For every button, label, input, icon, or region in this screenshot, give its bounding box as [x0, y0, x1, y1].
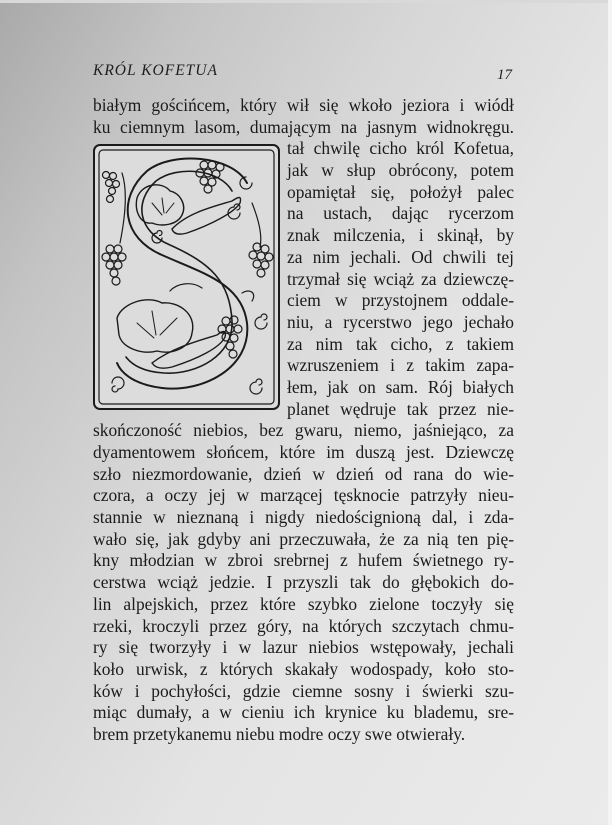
text-line: planet wędruje tak przez nie- — [287, 398, 514, 419]
text-line: rzeki, kroczyli przez góry, na których szczytach chmu- — [93, 615, 514, 636]
running-title: KRÓL KOFETUA — [93, 62, 218, 79]
page-right-edge — [608, 0, 612, 825]
text-line: opamiętał się, położył palec — [287, 181, 514, 202]
page-top-edge — [0, 0, 612, 3]
text-line: miąc dumały, a w cieniu ich krynice ku blademu, sre- — [93, 702, 514, 723]
text-line: ry się tworzyły i w lazur niebios wstępowały, jechali — [93, 637, 514, 658]
text-line: cerstwa wciąż jedzie. I przyszli tak do głębokich do- — [93, 572, 514, 593]
text-line: ków i pochyłości, gdzie ciemne sosny i świerki szu- — [93, 680, 514, 701]
text-line: niu, a rycerstwo jego jechało — [287, 311, 514, 332]
text-line: skończoność niebios, bez gwaru, niemo, jaśniejąco, za — [93, 420, 514, 441]
text-line: brem przetykanemu niebu modre oczy swe otwierały. — [93, 723, 466, 744]
text-line: tał chwilę cicho król Kofetua, — [287, 138, 514, 159]
text-line: ku ciemnym lasom, dumającym na jasnym widnokręgu. — [93, 116, 514, 137]
text-line: za nim tak cicho, z takiem — [287, 333, 514, 354]
text-line: za nim jechali. Od chwili tej — [287, 246, 514, 267]
text-line: znak milczenia, i skinął, by — [287, 225, 514, 246]
text-line: dyamentowem słońcem, które im duszą jest. Dziewczę — [93, 442, 514, 462]
text-line: na ustach, dając rycerzom — [287, 203, 514, 224]
text-line: stannie w nieznaną i nigdy niedoścignioną dal, i zda- — [93, 507, 514, 528]
text-line: łem, jak on sam. Rój białych — [287, 376, 514, 397]
text-line: kny młodzian w zbroi srebrnej z hufem świetnego ry- — [93, 550, 514, 571]
text-line: koło urwisk, z których skakały wodospady, koło sto- — [93, 658, 514, 679]
text-line: jak w słup obrócony, potem — [287, 160, 514, 181]
text-line: białym gościńcem, który wił się wkoło jeziora i wiódł — [93, 95, 514, 115]
body-text — [93, 95, 514, 746]
text-line: szło niezmordowanie, dzień w dzień od rana do wie- — [93, 463, 514, 484]
text-line: ciem w przystojnem oddale- — [287, 290, 514, 311]
text-line: wało się, jak gdyby ani przeczuwała, że za nią ten pię- — [93, 528, 514, 549]
text-line: czora, a oczy jej w marzącej tęsknocie patrzyły nieu- — [93, 485, 514, 506]
text-line: wzruszeniem i z takim zapa- — [287, 355, 514, 376]
text-line: lin alpejskich, przez które szybko zielone toczyły się — [93, 593, 514, 614]
page-number: 17 — [497, 67, 512, 83]
text-line: trzymał się wciąż za dziewczę- — [287, 268, 514, 289]
running-header — [93, 62, 513, 84]
